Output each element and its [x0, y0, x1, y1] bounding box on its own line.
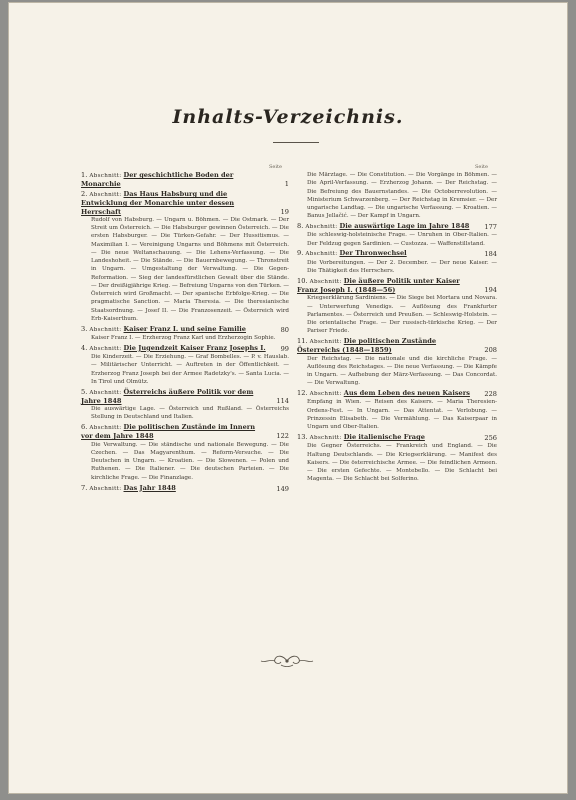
- toc-entry: [297, 249, 497, 275]
- toc-entry-heading: [81, 171, 289, 189]
- section-summary: Die Vorbereitungen. — Der 2. December. — Der neue Kaiser. — Die Thätigkeit des Herrschers.: [307, 259, 497, 274]
- toc-entry-heading: [81, 423, 289, 441]
- abschnitt-label: Abschnitt:: [89, 173, 122, 179]
- abschnitt-label: Abschnitt:: [309, 339, 342, 346]
- abschnitt-label: Abschnitt:: [89, 389, 122, 396]
- page-number: 99: [280, 344, 289, 353]
- page-number: 256: [484, 434, 497, 443]
- abschnitt-label: Abschnitt:: [89, 425, 122, 432]
- section-summary: Die Gegner Österreichs. — Frankreich und England. — Die Haltung Deutschlands. — Die Kriegserklärung. — Manifest des Kaisers. — Die österreichische Armee. — Die feindlichen Armeen. — Die ersten Gefechte. — Montebello. — Die Schlacht bei Magenta. — Die Schlacht bei Solferino.: [307, 443, 497, 483]
- section-number: 3.: [81, 324, 88, 333]
- section-title: Die Jugendzeit Kaiser Franz Josephs I.: [123, 343, 266, 352]
- abschnitt-label: Abschnitt:: [89, 485, 122, 492]
- page-number: 1: [284, 180, 289, 189]
- page-number: 80: [280, 325, 289, 334]
- section-summary: Die Verwaltung. — Die ständische und nationale Bewegung. — Die Czechen. — Das Magyarenthum. — Reform-Versuche. — Die Deutschen in Ungarn. — Kroatien. — Die Slowenen. — Polen und Ruthenen. — Die Italiener. — Die deutschen Parteien. — Die kirchliche Frage. — Die Finanzlage.: [91, 441, 289, 481]
- section-number: 5.: [81, 387, 88, 396]
- section-summary: Kriegserklärung Sardiniens. — Die Siege bei Mortara und Novara. — Unterwerfung Venedigs. — Auflösung des Frankfurter Parlamentes. — Österreich und Preußen. — Schleswig-Holstein. — Die orientalische Frage. — Der russisch-türkische Krieg. — Der Pariser Friede.: [307, 295, 497, 335]
- abschnitt-label: Abschnitt:: [309, 278, 342, 285]
- toc-entry-heading: [297, 222, 497, 231]
- section-title: Aus dem Leben des neuen Kaisers: [343, 389, 470, 398]
- section-title: Die auswärtige Lage im Jahre 1848: [339, 222, 470, 231]
- section-title: Das Haus Habsburg und die Entwicklung der Monarchie unter dessen Herrschaft: [81, 190, 235, 216]
- section-summary: Empfang in Wien. — Reisen des Kaisers. — Maria Theresien-Ordens-Fest. — In Ungarn. — Das Attentat. — Verlobung. — Prinzessin Elisabeth. — Die Vermählung. — Das Kaiserpaar in Ungarn und Ober-Italien.: [307, 399, 497, 431]
- toc-entry: [297, 277, 497, 336]
- toc-entry-heading: [81, 388, 289, 406]
- abschnitt-label: Abschnitt:: [305, 224, 338, 231]
- page-number: 184: [484, 250, 497, 259]
- abschnitt-label: Abschnitt:: [89, 192, 122, 199]
- section-number: 10.: [297, 276, 308, 285]
- toc-entry-heading: [297, 337, 497, 355]
- section-title: Die politischen Zustände im Innern vor dem Jahre 1848: [81, 423, 256, 441]
- toc-entry: [297, 389, 497, 431]
- section-title: Kaiser Franz I. und seine Familie: [123, 324, 246, 333]
- toc-entry-heading: [297, 433, 497, 442]
- page-number: 114: [276, 396, 289, 405]
- seite-label-right: Seite: [475, 164, 488, 170]
- toc-entry-heading: [297, 277, 497, 295]
- section-number: 1.: [81, 171, 88, 179]
- toc-entry: [81, 388, 289, 422]
- section-number: 8.: [297, 222, 304, 231]
- section-number: 13.: [297, 433, 308, 442]
- section-number: 11.: [297, 337, 308, 346]
- section-title: Der Thronwechsel: [339, 249, 407, 258]
- toc-entry: [81, 171, 289, 189]
- page-number: 19: [280, 207, 289, 216]
- abschnitt-label: Abschnitt:: [89, 326, 122, 333]
- toc-entry-heading: [81, 325, 289, 334]
- page-number: 149: [276, 484, 289, 493]
- toc-entry: [297, 222, 497, 248]
- section-number: 2.: [81, 190, 88, 199]
- section-number: 4.: [81, 343, 88, 352]
- section-number: 6.: [81, 423, 88, 432]
- toc-entry: [81, 344, 289, 386]
- title-rule: [273, 142, 319, 143]
- section-number: 7.: [81, 483, 88, 492]
- page-number: 122: [276, 432, 289, 441]
- section-summary: Kaiser Franz I. — Erzherzog Franz Karl und Erzherzogin Sophie.: [91, 334, 276, 341]
- toc-entry: [297, 337, 497, 388]
- section-summary: Die Märztage. — Die Constitution. — Die Vorgänge in Böhmen. — Die April-Verfassung. — Erzherzog Johann. — Der Reichstag. — Die Befreiung des Bauernstandes. — Die Octoberrevolution. — Ministerium Schwarzenberg. — Der Reichstag in Kremsier. — Der ungarische Landtag. — Die ungarische Verfassung. — Kroatien. — Banus Jellačić. — Der Kampf in Ungarn.: [307, 172, 497, 220]
- section-number: 12.: [297, 389, 308, 398]
- book-page: [8, 2, 568, 794]
- section-number: 9.: [297, 249, 304, 258]
- section-summary: Die Kinderzeit. — Die Erziehung. — Graf Bombelles. — P. v. Hauslab. — Militärischer Unterricht. — Auftreten in der Öffentlichkeit. — Erzherzog Franz Joseph bei der Armee Radetzky's. — Santa Lucia. — In Tirol und Olmütz.: [91, 354, 289, 385]
- toc-entry: [81, 325, 289, 343]
- toc-entry: [297, 433, 497, 484]
- toc-entry-heading: [81, 344, 289, 353]
- toc-entry: [81, 423, 289, 482]
- page-title: Inhalts-Verzeichnis.: [172, 106, 404, 128]
- toc-entry-heading: [81, 190, 289, 216]
- toc-entry: [297, 171, 497, 221]
- section-title: Österreichs äußere Politik vor dem Jahre 1848: [81, 387, 254, 405]
- floral-ornament: [257, 653, 317, 669]
- toc-entry-heading: [81, 484, 289, 493]
- abschnitt-label: Abschnitt:: [309, 391, 342, 398]
- section-summary: Die schleswig-holsteinische Frage. — Unruhen in Ober-Italien. — Der Feldzug gegen Sardinien. — Custozza. — Waffenstillstand.: [307, 232, 497, 247]
- page-number: 177: [484, 223, 497, 232]
- abschnitt-label: Abschnitt:: [309, 435, 342, 442]
- page-number: 194: [484, 286, 497, 295]
- abschnitt-label: Abschnitt:: [89, 345, 122, 352]
- section-summary: Rudolf von Habsburg. — Ungarn u. Böhmen. — Die Ostmark. — Der Streit um Österreich. — Die Habsburger gewinnen Österreich. — Die ersten Habsburger. — Die Türken-Gefahr. — Der Hussitismus. — Maximilian I. — Vereinigung Ungarns und Böhmens mit Österreich. — Die neue Weltanschauung. — Die Lehens-Verfassung. — Die Landeshoheit. — Die Stände. — Die Bauernbewegung. — Thronstreit in Ungarn. — Umgestaltung der Verwaltung. — Die Gegen-Reformation. — Sieg der landesfürstlichen Gewalt über die Stände. — Der dreißigjährige Krieg. — Befreiung Ungarns von den Türken. — Österreich wird Großmacht. — Der spanische Erbfolge-Krieg. — Die pragmatische Sanction. — Maria Theresia. — Die theresianische Staatsordnung. — Josef II. — Die Franzosenzeit. — Österreich wird Erb-Kaiserthum.: [91, 216, 289, 322]
- section-title: Die politischen Zustände Österreichs (1848—1859): [297, 337, 437, 355]
- toc-entry: [81, 484, 289, 493]
- toc-column-left: [81, 171, 289, 494]
- section-title: Das Jahr 1848: [123, 483, 176, 492]
- toc-entry-heading: [297, 249, 497, 258]
- section-title: Die italienische Frage: [343, 433, 425, 442]
- page-number: 208: [484, 346, 497, 355]
- toc-entry: [81, 190, 289, 323]
- section-summary: Die auswärtige Lage. — Österreich und Rußland. — Österreichs Stellung in Deutschland und Italien.: [91, 406, 289, 421]
- section-title: Die äußere Politik unter Kaiser Franz Joseph I. (1848—56): [297, 276, 460, 295]
- seite-label-left: Seite: [269, 164, 282, 170]
- toc-column-right: [297, 171, 497, 485]
- section-title: Der geschichtliche Boden der Monarchie: [81, 171, 234, 189]
- toc-entry-heading: [297, 389, 497, 398]
- abschnitt-label: Abschnitt:: [305, 251, 338, 258]
- page-number: 228: [484, 390, 497, 399]
- section-summary: Der Reichstag. — Die nationale und die kirchliche Frage. — Auflösung des Reichstages. — Die neue Verfassung. — Die Kämpfe in Ungarn. — Aufhebung der März-Verfassung. — Das Concordat. — Die Verwaltung.: [307, 355, 497, 387]
